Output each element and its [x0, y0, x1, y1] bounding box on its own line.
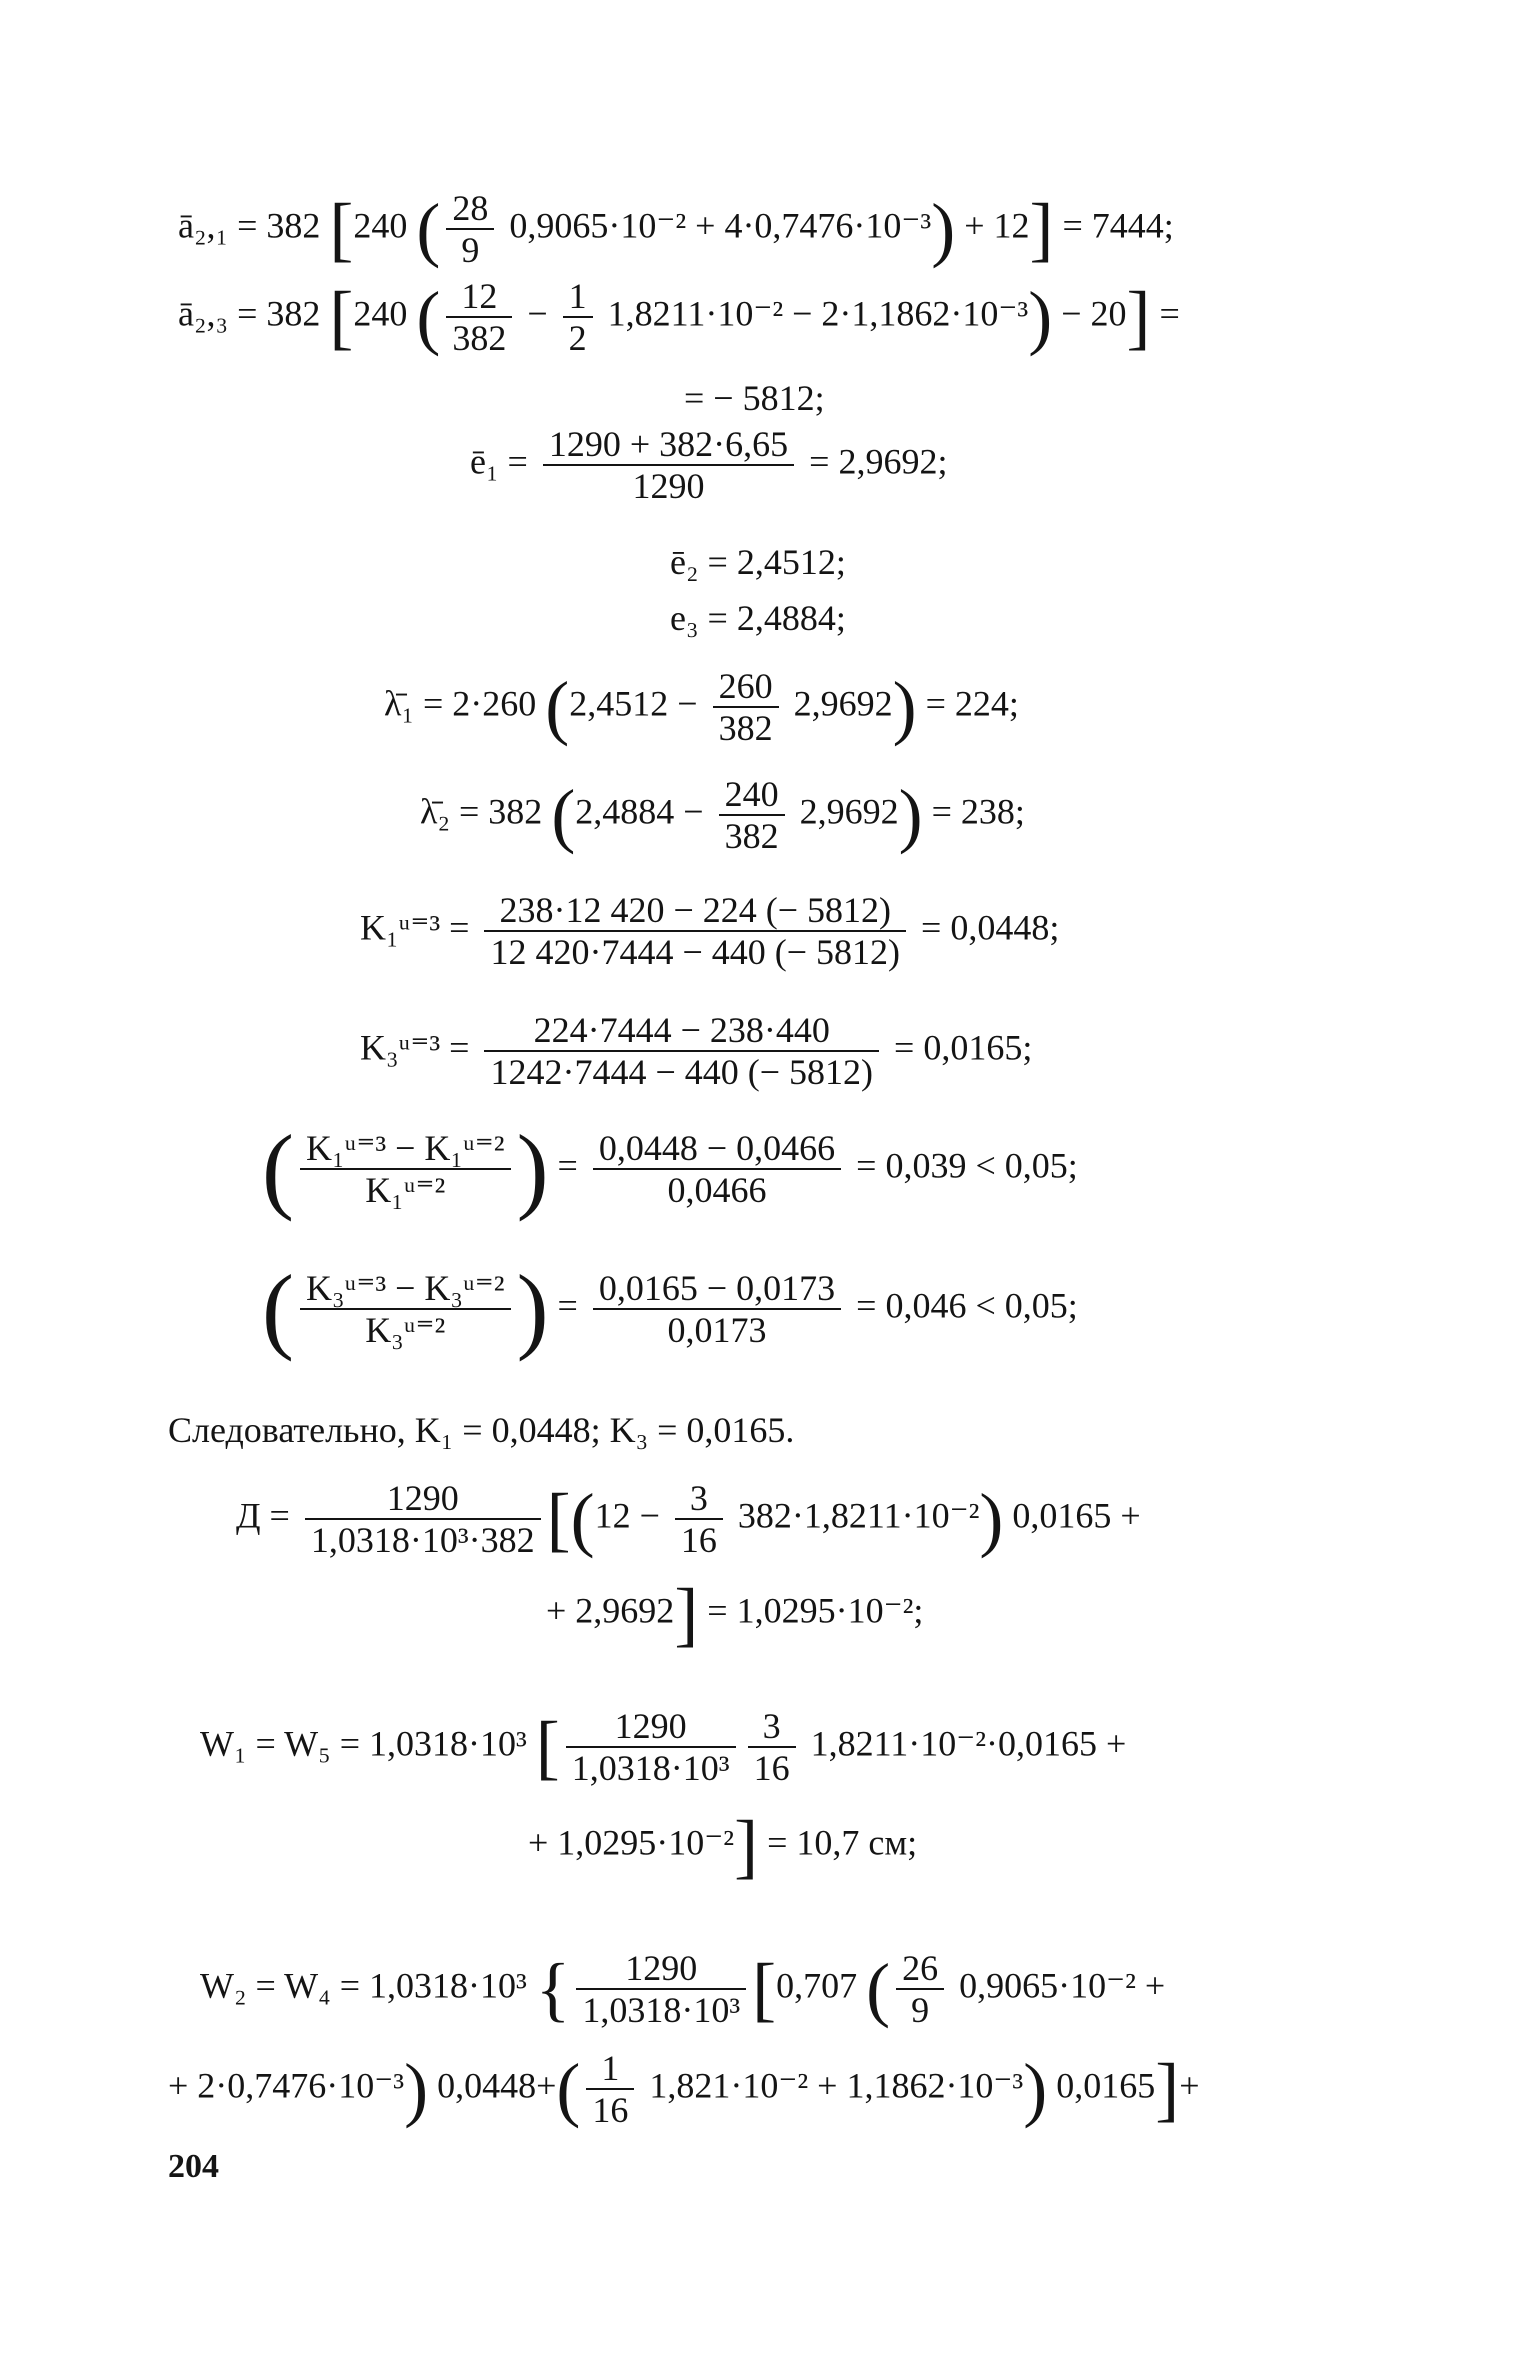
equation-term: − 20 — [1052, 293, 1127, 334]
bracket-open: [ — [546, 1479, 571, 1559]
paren-open: ( — [866, 1949, 891, 2029]
equation-continuation — [684, 378, 825, 418]
numerator: 0,0448 − 0,0466 — [593, 1128, 841, 1170]
numerator: 260 — [713, 666, 779, 708]
equation-result: = 10,7 см; — [758, 1822, 918, 1863]
fraction — [748, 1706, 796, 1788]
paren-close: ) — [898, 775, 923, 855]
brace-open: { — [535, 1949, 571, 2029]
equation-k1 — [360, 890, 1059, 972]
equation-a23 — [178, 276, 1180, 358]
fraction — [719, 774, 785, 856]
numerator: K₃ᵘ⁼³ − K₃ᵘ⁼² — [300, 1268, 511, 1310]
bracket-close: ] — [674, 1574, 699, 1654]
equation-ratio-k1 — [262, 1115, 1078, 1222]
denominator: 16 — [680, 1520, 717, 1560]
equation-term: 382·1,8211·10⁻² — [728, 1495, 980, 1536]
denominator: 9 — [461, 230, 480, 270]
fraction — [593, 1128, 841, 1210]
denominator: 16 — [592, 2090, 629, 2130]
equation-term: 0,0165 — [1047, 2065, 1156, 2106]
denominator: 0,0466 — [667, 1170, 767, 1210]
fraction — [576, 1948, 746, 2030]
equation-result: = 0,039 < 0,05; — [847, 1145, 1078, 1186]
fraction — [446, 188, 494, 270]
numerator: 3 — [675, 1478, 723, 1520]
equation-k3 — [360, 1010, 1032, 1092]
denominator: 1,0318·10³ — [571, 1748, 730, 1788]
equation-result: = 238; — [922, 791, 1025, 832]
bracket-open: [ — [752, 1949, 777, 2029]
denominator: 16 — [753, 1748, 790, 1788]
numerator: 0,0165 − 0,0173 — [593, 1268, 841, 1310]
fraction — [300, 1268, 511, 1350]
denominator: 1,0318·10³·382 — [310, 1520, 535, 1560]
numerator: 224·7444 − 238·440 — [484, 1010, 879, 1052]
equation-term: 2,9692 — [790, 791, 899, 832]
equation-term: 0,707 — [776, 1965, 867, 2006]
fraction — [586, 2048, 634, 2130]
numerator: 1290 — [566, 1706, 736, 1748]
fraction — [896, 1948, 944, 2030]
equation-result: = — [1150, 293, 1180, 334]
equation-lhs: W₂ = W₄ = 1,0318·10³ — [200, 1965, 536, 2006]
paren-open: ( — [556, 2049, 581, 2129]
fraction — [713, 666, 779, 748]
denominator: 382 — [718, 708, 773, 748]
equation-text: e₃ = 2,4884; — [670, 598, 846, 638]
paren-close: ) — [516, 1255, 549, 1362]
equation-term: 2,4512 − — [569, 683, 707, 724]
equation-result: + — [1179, 2065, 1200, 2106]
equation-term: 2,4884 − — [575, 791, 713, 832]
equation-term: 12 − — [594, 1495, 669, 1536]
denominator: 382 — [452, 318, 507, 358]
equation-lhs: ā₂,₁ = 382 — [178, 205, 330, 246]
bracket-open: [ — [535, 1707, 560, 1787]
equation-result: = 0,0448; — [912, 907, 1060, 948]
paren-open: ( — [551, 775, 576, 855]
equation-d-continuation — [546, 1574, 924, 1654]
numerator: 1 — [586, 2048, 634, 2090]
fraction — [593, 1268, 841, 1350]
equation-text: ē₂ = 2,4512; — [670, 542, 846, 582]
equation-w2 — [200, 1948, 1165, 2030]
paragraph-text: Следовательно, K₁ = 0,0448; K₃ = 0,0165. — [168, 1410, 795, 1450]
denominator: 12 420·7444 − 440 (− 5812) — [490, 932, 901, 972]
paren-close: ) — [516, 1115, 549, 1222]
equation-w1-continuation — [528, 1806, 918, 1886]
equation-result: 0,0165 + — [1003, 1495, 1141, 1536]
paren-close: ) — [404, 2049, 429, 2129]
equation-term: 240 — [353, 293, 417, 334]
denominator: K₃ᵘ⁼² — [365, 1310, 446, 1350]
numerator: 240 — [719, 774, 785, 816]
bracket-close: ] — [1126, 277, 1151, 357]
denominator: 9 — [911, 1990, 930, 2030]
equation-term: − — [518, 293, 557, 334]
numerator: 3 — [748, 1706, 796, 1748]
equation-d — [236, 1478, 1141, 1560]
bracket-close: ] — [1155, 2049, 1180, 2129]
equation-text: + 2,9692 — [546, 1590, 675, 1631]
fraction — [446, 276, 512, 358]
fraction — [300, 1128, 511, 1210]
paren-open: ( — [416, 189, 441, 269]
bracket-open: [ — [329, 277, 354, 357]
equation-result: = 0,0165; — [885, 1027, 1033, 1068]
equation-term: 0,0448+ — [428, 2065, 557, 2106]
equation-text: = − 5812; — [684, 378, 825, 418]
paren-close: ) — [1028, 277, 1053, 357]
equation-ratio-k3 — [262, 1255, 1078, 1362]
bracket-close: ] — [734, 1806, 759, 1886]
numerator: 12 — [446, 276, 512, 318]
fraction — [305, 1478, 541, 1560]
equation-e1 — [470, 424, 947, 506]
paren-open: ( — [262, 1115, 294, 1222]
equation-result: = 1,0295·10⁻²; — [698, 1590, 924, 1631]
equation-term: 0,9065·10⁻² + 4·0,7476·10⁻³ — [500, 205, 932, 246]
equation-term: 1,8211·10⁻² − 2·1,1862·10⁻³ — [598, 293, 1029, 334]
equation-lhs: W₁ = W₅ = 1,0318·10³ — [200, 1723, 536, 1764]
numerator: 26 — [896, 1948, 944, 1990]
page-number: 204 — [168, 2148, 219, 2185]
denominator: 0,0173 — [667, 1310, 767, 1350]
equation-term: = — [548, 1145, 587, 1186]
equation-result: = 2,9692; — [800, 441, 948, 482]
paren-open: ( — [262, 1255, 294, 1362]
denominator: 2 — [568, 318, 587, 358]
equation-term: 240 — [353, 205, 417, 246]
equation-term: 1,821·10⁻² + 1,1862·10⁻³ — [640, 2065, 1024, 2106]
equation-lhs: K₁ᵘ⁼³ = — [360, 907, 479, 948]
fraction — [563, 276, 593, 358]
equation-result: = 7444; — [1053, 205, 1174, 246]
numerator: 1290 — [576, 1948, 746, 1990]
equation-lhs: ā₂,₃ = 382 — [178, 293, 330, 334]
equation-lambda1 — [384, 666, 1019, 748]
numerator: K₁ᵘ⁼³ − K₁ᵘ⁼² — [300, 1128, 511, 1170]
equation-term: = — [548, 1285, 587, 1326]
numerator: 1290 + 382·6,65 — [543, 424, 794, 466]
equation-term: + 12 — [955, 205, 1030, 246]
equation-result: 1,8211·10⁻²·0,0165 + — [801, 1723, 1127, 1764]
denominator: 382 — [724, 816, 779, 856]
fraction — [484, 890, 906, 972]
equation-term: 2,9692 — [784, 683, 893, 724]
fraction — [675, 1478, 723, 1560]
paren-open: ( — [416, 277, 441, 357]
bracket-open: [ — [329, 189, 354, 269]
equation-result: 0,9065·10⁻² + — [950, 1965, 1166, 2006]
paren-close: ) — [931, 189, 956, 269]
equation-e2 — [670, 542, 846, 582]
conclusion-text — [168, 1410, 794, 1450]
denominator: 1,0318·10³ — [582, 1990, 741, 2030]
equation-text: + 2·0,7476·10⁻³ — [168, 2065, 405, 2106]
equation-lambda2 — [420, 774, 1025, 856]
fraction — [566, 1706, 736, 1788]
equation-w2-continuation — [168, 2048, 1200, 2130]
equation-a21 — [178, 188, 1174, 270]
equation-lhs: Д = — [236, 1495, 299, 1536]
paren-open: ( — [545, 667, 570, 747]
denominator: 1290 — [632, 466, 705, 506]
equation-result: = 0,046 < 0,05; — [847, 1285, 1078, 1326]
equation-lhs: K₃ᵘ⁼³ = — [360, 1027, 479, 1068]
paren-close: ) — [979, 1479, 1004, 1559]
equation-text: + 1,0295·10⁻² — [528, 1822, 735, 1863]
denominator: 1242·7444 − 440 (− 5812) — [490, 1052, 874, 1092]
numerator: 1 — [563, 276, 593, 318]
equation-result: = 224; — [916, 683, 1019, 724]
equation-w1 — [200, 1706, 1126, 1788]
denominator: K₁ᵘ⁼² — [365, 1170, 446, 1210]
bracket-close: ] — [1029, 189, 1054, 269]
numerator: 28 — [446, 188, 494, 230]
paren-open: ( — [570, 1479, 595, 1559]
fraction — [484, 1010, 879, 1092]
paren-close: ) — [1023, 2049, 1048, 2129]
equation-lhs: λ̄₂ = 382 — [420, 791, 552, 832]
equation-e3 — [670, 598, 846, 638]
paren-close: ) — [892, 667, 917, 747]
numerator: 1290 — [305, 1478, 541, 1520]
equation-lhs: ē₁ = — [470, 441, 537, 482]
numerator: 238·12 420 − 224 (− 5812) — [484, 890, 906, 932]
equation-lhs: λ̄₁ = 2·260 — [384, 683, 546, 724]
fraction — [543, 424, 794, 506]
